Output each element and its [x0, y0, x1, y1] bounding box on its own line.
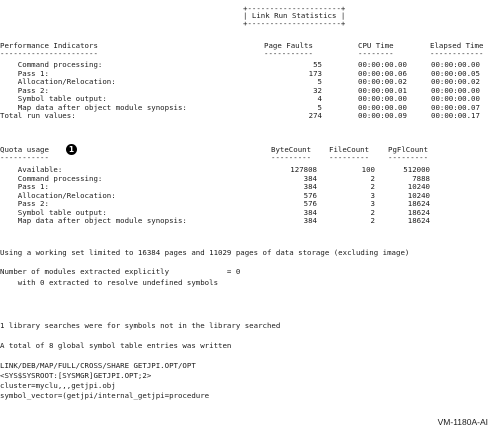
perf-underline: ----------------------	[0, 49, 98, 58]
quota-underline: -----------	[0, 153, 49, 162]
quota-row-label: Map data after object module synopsis:	[0, 216, 187, 226]
quota-row-bytecount: 576	[303, 199, 317, 209]
banner-top-border: +---------------------+	[243, 4, 346, 13]
perf-row-label: Pass 1:	[0, 68, 49, 78]
perf-row-page-faults: 5	[317, 77, 322, 87]
global-symbols-line: A total of 8 global symbol table entries was written	[0, 341, 232, 350]
perf-row-elapsed-time: 00:00:00.00	[431, 85, 480, 95]
quota-row-bytecount: 576	[303, 190, 317, 200]
perf-row-label: Command processing:	[0, 60, 103, 69]
quota-row-bytecount: 384	[303, 207, 317, 217]
perf-row-label: Pass 2:	[0, 85, 49, 95]
quota-row-pgflcount: 7888	[412, 173, 430, 183]
perf-row-cpu-time: 00:00:00.06	[358, 68, 407, 78]
perf-row-label: Total run values:	[0, 111, 76, 121]
perf-row-elapsed-time: 00:00:00.00	[431, 94, 480, 104]
perf-header-indicators: Performance Indicators	[0, 41, 98, 50]
banner-title: | Link Run Statistics |	[243, 11, 346, 20]
command-line: symbol_vector=(getjpi/internal_getjpi=procedure	[0, 391, 210, 400]
perf-row-label: Symbol table output:	[0, 94, 107, 104]
perf-row-page-faults: 4	[317, 94, 322, 104]
perf-row-page-faults: 274	[308, 111, 322, 121]
quota-row-label: Command processing:	[0, 173, 103, 183]
command-line: LINK/DEB/MAP/FULL/CROSS/SHARE GETJPI.OPT/OPT	[0, 361, 196, 370]
perf-row-cpu-time: 00:00:00.02	[358, 77, 407, 87]
quota-header-bytecount: ByteCount	[271, 145, 312, 154]
perf-row-cpu-time: 00:00:00.01	[358, 85, 407, 95]
quota-header-pgflcount: PgFlCount	[388, 145, 429, 154]
quota-row-filecount: 2	[370, 207, 375, 217]
quota-row-label: Available:	[0, 165, 63, 174]
perf-underline: -----------	[264, 49, 313, 58]
perf-row-page-faults: 55	[313, 60, 322, 69]
quota-row-pgflcount: 18624	[407, 216, 430, 226]
modules-undefined-line: with 0 extracted to resolve undefined symbols	[0, 278, 219, 287]
perf-row-label: Allocation/Relocation:	[0, 77, 116, 87]
banner-bottom-border: +---------------------+	[243, 19, 346, 28]
quota-row-bytecount: 384	[303, 182, 317, 192]
perf-row-cpu-time: 00:00:00.00	[358, 60, 407, 69]
quota-row-filecount: 100	[361, 165, 375, 174]
modules-extracted-line: Number of modules extracted explicitly = 0	[0, 267, 241, 276]
quota-row-filecount: 2	[370, 173, 375, 183]
perf-underline: ------------	[430, 49, 484, 58]
perf-row-page-faults: 173	[308, 68, 322, 78]
quota-row-filecount: 2	[370, 182, 375, 192]
quota-row-label: Allocation/Relocation:	[0, 190, 116, 200]
figure-id: VM-1180A-AI	[437, 417, 488, 427]
quota-row-pgflcount: 10240	[407, 182, 430, 192]
perf-row-elapsed-time: 00:00:00.00	[431, 60, 480, 69]
quota-row-pgflcount: 10240	[407, 190, 430, 200]
quota-row-label: Pass 2:	[0, 199, 49, 209]
perf-header-cpu-time: CPU Time	[358, 41, 394, 50]
quota-row-pgflcount: 18624	[407, 199, 430, 209]
quota-row-filecount: 3	[370, 199, 375, 209]
perf-row-elapsed-time: 00:00:00.02	[431, 77, 480, 87]
quota-row-filecount: 2	[370, 216, 375, 226]
perf-underline: --------	[358, 49, 394, 58]
quota-row-bytecount: 127808	[290, 165, 317, 174]
perf-row-elapsed-time: 00:00:00.17	[431, 111, 480, 121]
quota-row-label: Symbol table output:	[0, 207, 107, 217]
perf-header-page-faults: Page Faults	[264, 41, 313, 50]
command-line: cluster=myclu,,,getjpi.obj	[0, 381, 116, 390]
quota-row-label: Pass 1:	[0, 182, 49, 192]
quota-header-label: Quota usage	[0, 145, 49, 154]
perf-row-page-faults: 5	[317, 102, 322, 112]
quota-underline: ---------	[388, 153, 429, 162]
perf-row-elapsed-time: 00:00:00.07	[431, 102, 480, 112]
working-set-line: Using a working set limited to 16384 pages and 11029 pages of data storage (excluding image)	[0, 248, 410, 257]
quota-row-pgflcount: 512000	[403, 165, 430, 174]
quota-underline: ---------	[329, 153, 370, 162]
perf-row-cpu-time: 00:00:00.00	[358, 102, 407, 112]
quota-header-filecount: FileCount	[329, 145, 370, 154]
quota-row-pgflcount: 18624	[407, 207, 430, 217]
quota-row-bytecount: 384	[303, 216, 317, 226]
perf-row-cpu-time: 00:00:00.00	[358, 94, 407, 104]
perf-header-elapsed-time: Elapsed Time	[430, 41, 484, 50]
quota-row-bytecount: 384	[303, 173, 317, 183]
library-searches-line: 1 library searches were for symbols not in the library searched	[0, 321, 281, 330]
perf-row-page-faults: 32	[313, 85, 322, 95]
perf-row-elapsed-time: 00:00:00.05	[431, 68, 480, 78]
perf-row-label: Map data after object module synopsis:	[0, 102, 187, 112]
perf-row-cpu-time: 00:00:00.09	[358, 111, 407, 121]
command-line: <SYS$SYSROOT:[SYSMGR]GETJPI.OPT;2>	[0, 371, 152, 380]
quota-underline: ---------	[271, 153, 312, 162]
callout-number-1: 1	[66, 144, 77, 155]
quota-row-filecount: 3	[370, 190, 375, 200]
